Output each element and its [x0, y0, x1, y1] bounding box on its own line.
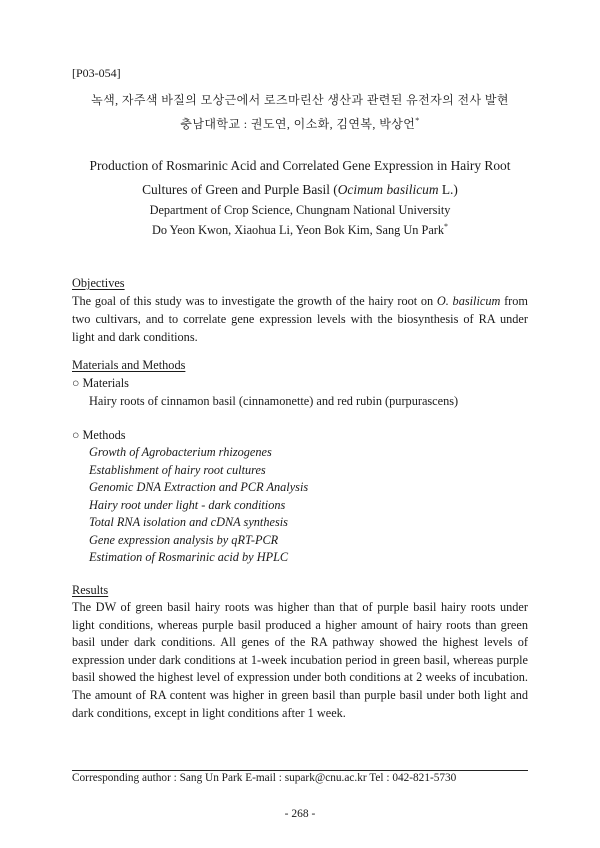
method-item: Hairy root under light - dark conditions — [89, 498, 286, 512]
species-name: Ocimum basilicum — [337, 182, 439, 197]
authors — [0, 222, 600, 238]
method-item: Growth of Agrobacterium rhizogenes — [89, 445, 272, 459]
english-title-line2 — [0, 178, 600, 202]
authors-text: Do Yeon Kwon, Xiaohua Li, Yeon Bok Kim, Sang Un Park — [151, 223, 445, 238]
objectives-text-2: from two cultivars, and to correlate gene expression levels with the biosynthesis of RA under light and dark conditions. — [72, 294, 528, 344]
method-item: Genomic DNA Extraction and PCR Analysis — [89, 480, 309, 494]
method-item: Estimation of Rosmarinic acid by HPLC — [89, 550, 289, 564]
footer-divider — [72, 770, 528, 771]
page-number: - 268 - — [284, 808, 316, 820]
korean-affiliation — [0, 115, 600, 132]
korean-affiliation-text: 충남대학교 : 권도연, 이소화, 김연복, 박상언 — [180, 117, 416, 131]
korean-title — [0, 91, 600, 108]
materials-label: ○ Materials — [72, 376, 129, 390]
objectives-heading: Objectives — [72, 276, 125, 290]
asterisk-mark: * — [444, 222, 449, 231]
english-title — [0, 154, 600, 202]
abstract-code: [P03-054] — [72, 66, 121, 80]
materials-text: Hairy roots of cinnamon basil (cinnamonette) and red rubin (purpurascens) — [89, 394, 459, 408]
objectives-species: O. basilicum — [436, 294, 501, 308]
method-item: Establishment of hairy root cultures — [89, 463, 266, 477]
results-paragraph: The DW of green basil hairy roots was higher than that of purple basil hairy roots under light conditions, whereas purple basil produced a higher amount of hairy roots than green basil under dark conditions. All genes of the RA pathway showed the highest levels of expression under dark conditions at 1-week incubation period in green basil, whereas purple basil showed the highest level of expression under both conditions at 2 weeks of incubation. The amount of RA content was higher in green basil than purple basil under both light and dark conditions, except in light conditions after 1 week. — [72, 600, 528, 720]
english-title-line1: Production of Rosmarinic Acid and Correlated Gene Expression in Hairy Root — [89, 158, 511, 173]
asterisk-mark: * — [415, 116, 420, 125]
corresponding-author: Corresponding author : Sang Un Park E-mail : supark@cnu.ac.kr Tel : 042-821-5730 — [72, 772, 457, 784]
korean-title-text: 녹색, 자주색 바질의 모상근에서 로즈마린산 생산과 관련된 유전자의 전사 발현 — [91, 93, 509, 107]
objectives-paragraph — [72, 292, 528, 346]
methods-heading: Materials and Methods — [72, 358, 186, 372]
method-item: Total RNA isolation and cDNA synthesis — [89, 515, 288, 529]
objectives-text-1: The goal of this study was to investigate the growth of the hairy root on — [72, 294, 437, 308]
title-suffix: L.) — [438, 182, 458, 197]
results-heading: Results — [72, 583, 109, 597]
department: Department of Crop Science, Chungnam National University — [149, 203, 451, 217]
title-prefix: Cultures of Green and Purple Basil ( — [142, 182, 338, 197]
methods-label: ○ Methods — [72, 428, 126, 442]
method-item: Gene expression analysis by qRT-PCR — [89, 533, 279, 547]
